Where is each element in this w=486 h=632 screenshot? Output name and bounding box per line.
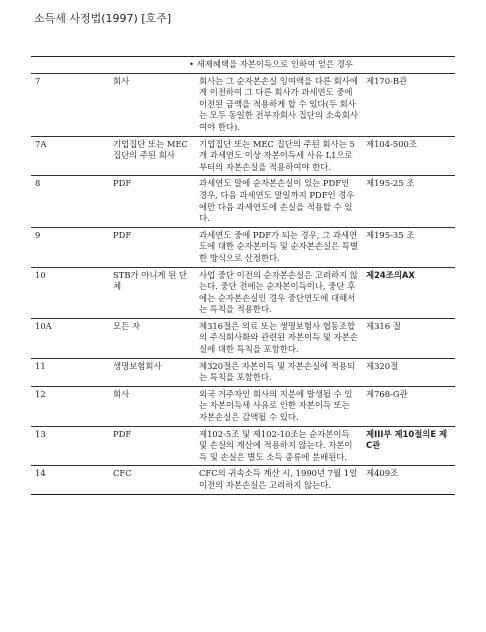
row-description: 과세연도 중에 PDF가 되는 경우, 그 과세연도에 대한 순자본이득 및 순자본손실은 특별한 방식으로 산정한다. [195,227,362,267]
row-target: PDF [109,426,195,466]
row-reference: 제409조 [362,466,455,494]
row-target: CFC [109,466,195,494]
row-reference: 제320절 [362,358,455,386]
row-description: 제320절은 자본이득 및 자본손실에 적용되는 특칙을 포함한다. [195,358,362,386]
table-row [31,267,455,318]
row-reference: 제104-500조 [362,136,455,176]
row-number: 7A [31,136,109,176]
row-number: 7 [31,73,109,136]
row-number: 12 [31,386,109,426]
table-row [31,227,455,267]
row-number [31,57,109,74]
table-row [31,426,455,466]
row-target: 생명보험회사 [109,358,195,386]
row-reference: 제195-25 조 [362,176,455,227]
table-row [31,136,455,176]
row-target: STB가 아니게 된 단체 [109,267,195,318]
row-description: 기업집단 또는 MEC 집단의 주된 회사는 5개 과세연도 이상 자본이득세 사유 L1으로부터의 자본손실을 적용하여야 한다. [195,136,362,176]
row-target: 모든 자 [109,318,195,358]
row-target: PDF [109,227,195,267]
page-header: 소득세 사정법(1997) [호주] [34,12,172,25]
row-reference: 제316 절 [362,318,455,358]
row-description: 제316절은 의료 또는 생명보험사 협동조합의 주식회사화와 관련된 자본이득 및 자본손실에 대한 특칙을 포함한다. [195,318,362,358]
row-description: CFC의 귀속소득 계산 시, 1990년 7월 1일 이전의 자본손실은 고려하지 않는다. [195,466,362,494]
table-row [31,318,455,358]
row-target: PDF [109,176,195,227]
row-number: 9 [31,227,109,267]
row-number: 14 [31,466,109,494]
row-number: 11 [31,358,109,386]
row-target: 기업집단 또는 MEC 집단의 주된 회사 [109,136,195,176]
row-reference: 제195-35 조 [362,227,455,267]
row-number: 13 [31,426,109,466]
row-description: 제102-5조 및 제102-10조는 순자본이득 및 손실의 계산에 적용하지 않는다. 자본이득 및 손실은 별도 소득 종류에 분배된다. [195,426,362,466]
row-target: 회사 [109,73,195,136]
table-row [31,57,455,74]
table-row [31,466,455,494]
row-target [109,57,195,74]
row-target: 회사 [109,386,195,426]
row-description: 과세연도 말에 순자본손실이 있는 PDF인 경우, 다음 과세연도 말일까지 PDF인 경우에만 다음 과세연도에 손실을 적용할 수 있다. [195,176,362,227]
row-reference: 제III부 제10절의E 제C관 [362,426,455,466]
provisions-table [31,56,455,495]
row-number: 10 [31,267,109,318]
row-reference: 제170-B관 [362,73,455,136]
table-row [31,176,455,227]
row-description: 회사는 그 순자본손실 잉여액을 다른 회사에게 이전하여 그 다른 회사가 과세연도 중에 이전된 금액을 적용하게 할 수 있다(두 회사는 모두 동일한 전부자회사 집단의 소속회사여야 한다). [195,73,362,136]
table-row [31,358,455,386]
row-description: 사업 중단 이전의 순자본손실은 고려하지 않는다. 중단 전에는 순자본이득이나, 중단 후에는 순자본손실인 경우 중단연도에 대해서는 특칙을 적용한다. [195,267,362,318]
row-reference: 제768-G관 [362,386,455,426]
row-description: 외국 거주자인 회사의 지분에 발생될 수 있는 자본이득세 사유로 인한 자본이득 또는 자본손실은 감액될 수 있다. [195,386,362,426]
table-row [31,73,455,136]
table-row [31,386,455,426]
row-number: 10A [31,318,109,358]
row-reference: 제24조의AX [362,267,455,318]
row-reference [362,57,455,74]
row-description: • 세제혜택을 자본이득으로 인하여 얻은 경우 [195,57,362,74]
row-number: 8 [31,176,109,227]
